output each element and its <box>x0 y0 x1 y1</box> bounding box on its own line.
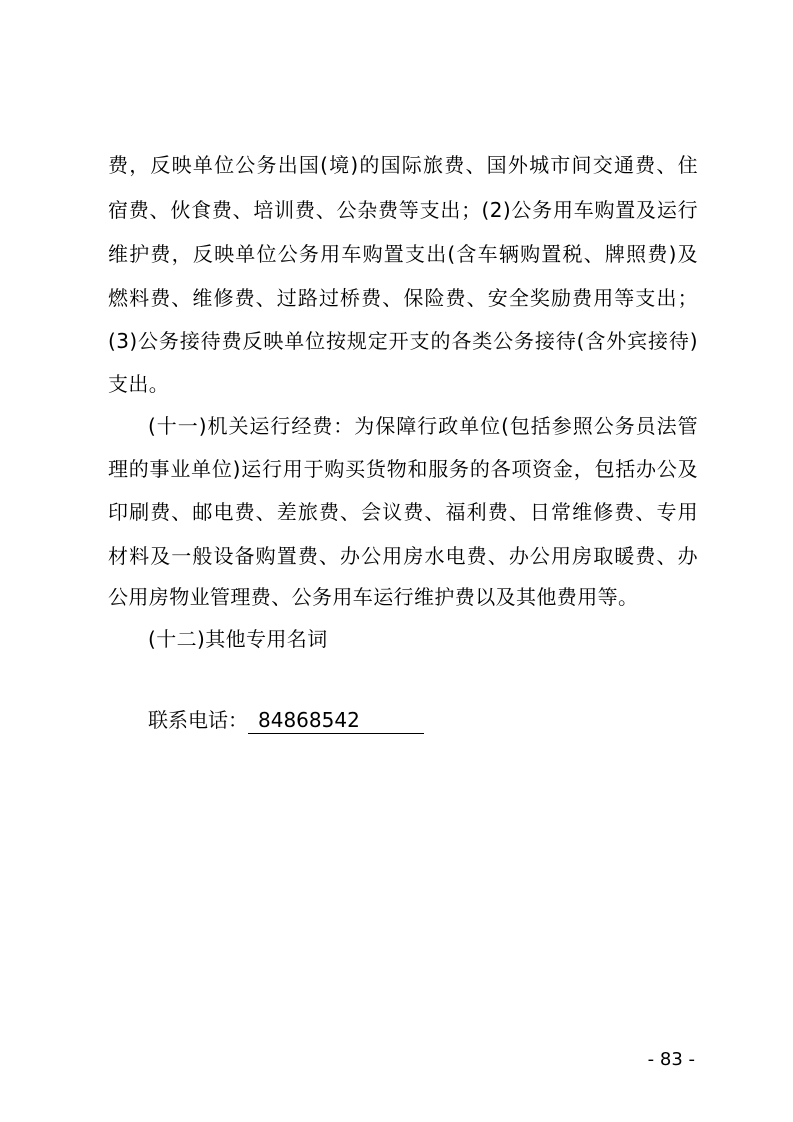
text-line: (十一)机关运行经费：为保障行政单位(包括参照公务员法管 <box>148 414 698 438</box>
text-line: 维护费，反映单位公务用车购置支出(含车辆购置税、牌照费)及 <box>108 242 698 266</box>
section-heading: (十二)其他专用名词 <box>148 627 328 651</box>
text-line: 公用房物业管理费、公务用车运行维护费以及其他费用等。 <box>108 585 639 609</box>
contact-phone: 84868542 <box>248 707 424 734</box>
contact-line <box>148 706 424 734</box>
text-line: 燃料费、维修费、过路过桥费、保险费、安全奖励费用等支出； <box>108 286 698 310</box>
page-number: - 83 - <box>647 1049 695 1070</box>
text-line: 印刷费、邮电费、差旅费、会议费、福利费、日常维修费、专用 <box>108 500 698 524</box>
text-line: 支出。 <box>108 372 170 396</box>
text-line: (3)公务接待费反映单位按规定开支的各类公务接待(含外宾接待) <box>108 329 698 353</box>
contact-label: 联系电话： <box>148 708 248 732</box>
text-line: 宿费、伙食费、培训费、公杂费等支出；(2)公务用车购置及运行 <box>108 198 698 222</box>
text-line: 费，反映单位公务出国(境)的国际旅费、国外城市间交通费、住 <box>108 153 698 177</box>
text-line: 材料及一般设备购置费、办公用房水电费、办公用房取暖费、办 <box>108 544 698 568</box>
text-line: 理的事业单位)运行用于购买货物和服务的各项资金，包括办公及 <box>108 457 698 481</box>
